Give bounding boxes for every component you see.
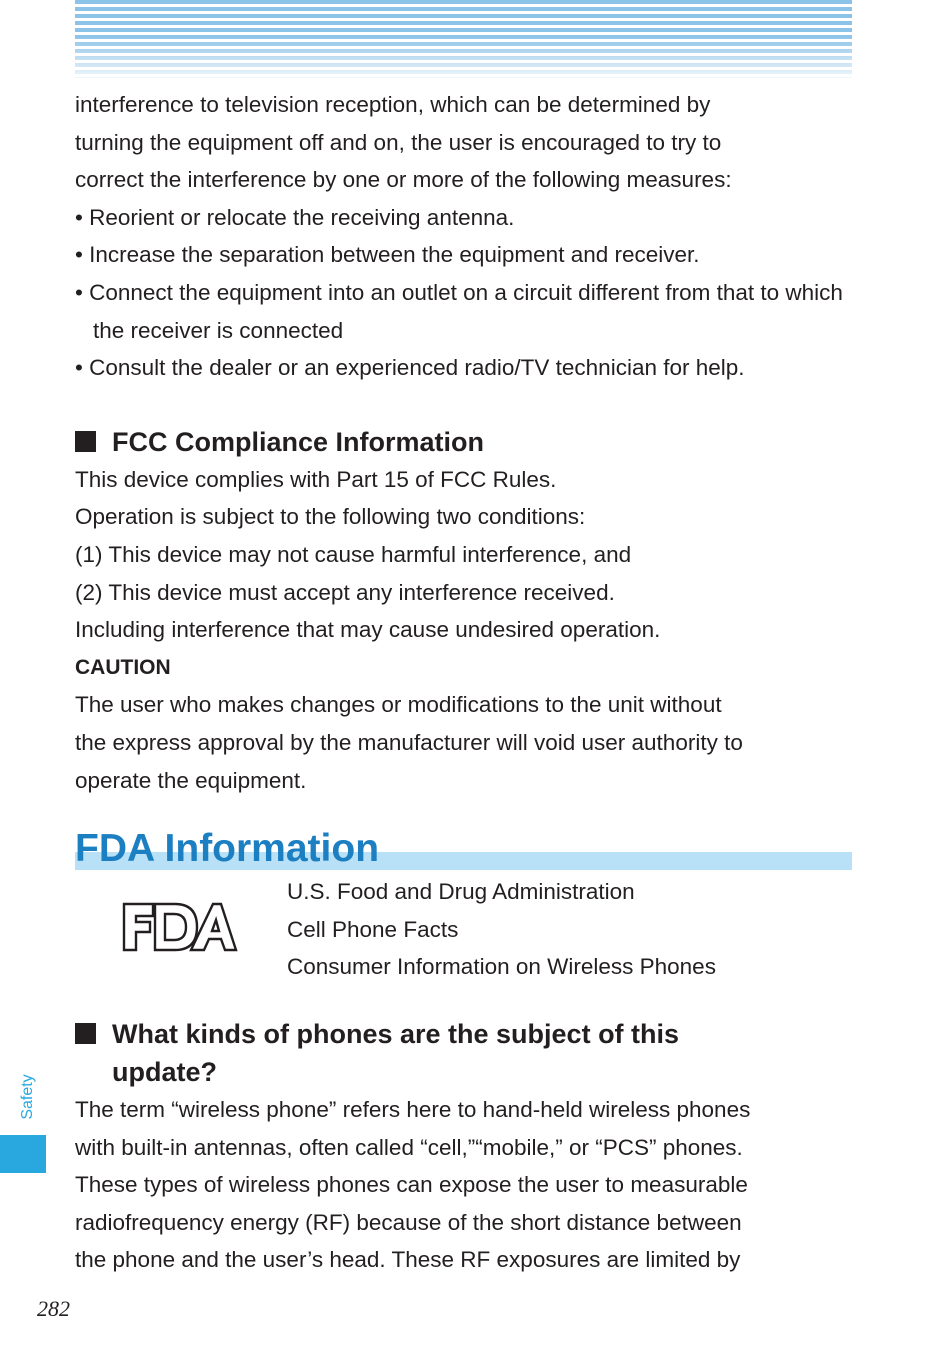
phones-line: These types of wireless phones can expose the user to measurable (75, 1172, 748, 1198)
caution-label: CAUTION (75, 655, 171, 679)
phones-heading (75, 1015, 855, 1091)
fda-line: Cell Phone Facts (287, 916, 459, 942)
caution-line: the express approval by the manufacturer will void user authority to (75, 729, 743, 755)
phones-heading-line: What kinds of phones are the subject of this (112, 1019, 680, 1050)
square-bullet-icon (75, 1023, 96, 1044)
caution-line: operate the equipment. (75, 767, 307, 793)
fcc-line: (2) This device must accept any interference received. (75, 579, 615, 605)
fcc-line: This device complies with Part 15 of FCC Rules. (75, 466, 557, 492)
fcc-heading-text: FCC Compliance Information (112, 426, 485, 457)
fcc-heading (75, 423, 855, 461)
intro-line: turning the equipment off and on, the user is encouraged to try to (75, 129, 722, 155)
bullet-item: • Connect the equipment into an outlet on a circuit different from that to which the receiver is connected (75, 279, 843, 343)
page-number: 282 (37, 1296, 70, 1321)
header-stripes (75, 0, 852, 78)
phones-line: with built-in antennas, often called “cell,”“mobile,” or “PCS” phones. (75, 1134, 743, 1160)
fda-section-title (75, 827, 855, 873)
intro-line: interference to television reception, which can be determined by (75, 92, 711, 117)
phones-heading-line: update? (112, 1057, 217, 1088)
intro-line: correct the interference by one or more of the following measures: (75, 167, 732, 193)
fda-info-block (75, 873, 855, 993)
page-content (75, 86, 855, 1279)
fcc-line: Operation is subject to the following two conditions: (75, 504, 586, 530)
fda-line: Consumer Information on Wireless Phones (287, 954, 716, 980)
fda-logo-icon (121, 901, 239, 953)
caution-line: The user who makes changes or modifications to the unit without (75, 692, 722, 718)
fda-title-text: FDA Information (75, 827, 380, 871)
fcc-line: Including interference that may cause undesired operation. (75, 617, 661, 643)
section-tab-marker (0, 1135, 46, 1173)
square-bullet-icon (75, 431, 96, 452)
fda-line: U.S. Food and Drug Administration (287, 879, 635, 905)
bullet-item: • Reorient or relocate the receiving antenna. (75, 204, 515, 230)
bullet-item: • Increase the separation between the equipment and receiver. (75, 242, 700, 268)
fcc-line: (1) This device may not cause harmful interference, and (75, 541, 632, 567)
phones-line: The term “wireless phone” refers here to hand-held wireless phones (75, 1097, 751, 1123)
phones-line: the phone and the user’s head. These RF exposures are limited by (75, 1247, 741, 1273)
phones-line: radiofrequency energy (RF) because of the short distance between (75, 1209, 742, 1235)
bullet-item: • Consult the dealer or an experienced radio/TV technician for help. (75, 355, 745, 381)
section-tab-label: Safety (19, 1074, 36, 1120)
